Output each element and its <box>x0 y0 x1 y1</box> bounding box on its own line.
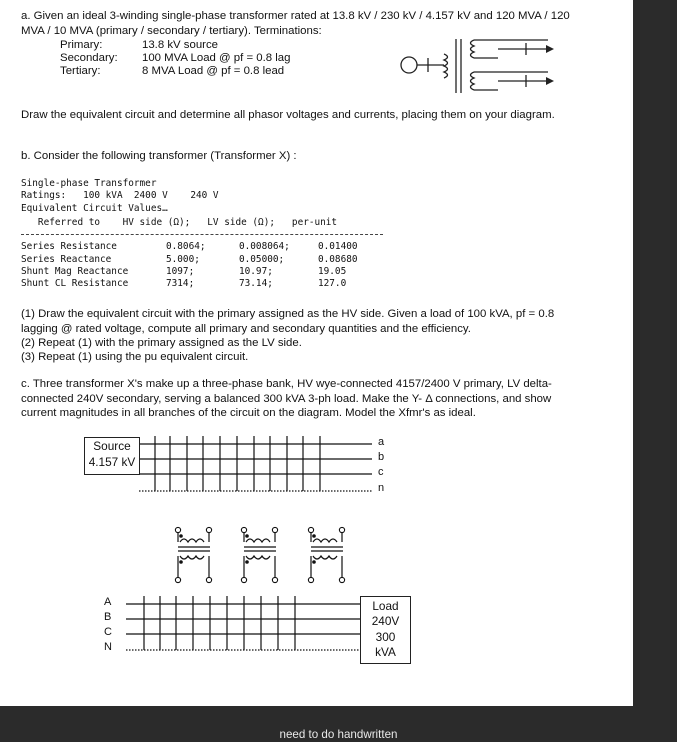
secondary-value: 100 MVA Load @ pf = 0.8 lag <box>142 52 291 64</box>
bus-label-N: N <box>104 641 112 653</box>
table-header: Referred to HV side (Ω); LV side (Ω); per-unit <box>21 217 338 228</box>
table-divider <box>21 234 383 235</box>
load-voltage: 240V <box>371 614 400 629</box>
bus-label-a: a <box>378 436 385 448</box>
task-3: (3) Repeat (1) using the pu equivalent circuit. <box>21 351 249 363</box>
bus-label-n: n <box>378 482 385 494</box>
part-c-text: c. Three transformer X's make up a three-phase bank, HV wye-connected 4157/2400 V primary, LV delta-connected 240V secondary, serving a balanced 300 kVA 3-ph load. Make the Y- Δ connections, and show current magnitudes in all branches of the circuit on the diagram. Model the Xfmr's as ideal. <box>21 378 552 420</box>
bus-label-c: c <box>378 466 384 478</box>
task-2: (2) Repeat (1) with the primary assigned as the LV side. <box>21 337 302 349</box>
source-box <box>84 437 140 475</box>
primary-label: Primary: <box>60 39 103 51</box>
bus-label-b: b <box>378 451 385 463</box>
bus-label-C: C <box>104 626 112 638</box>
part-a-text: a. Given an ideal 3-winding single-phase transformer rated at 13.8 kV / 230 kV / 4.157 kV and 120 MVA / 120 MVA / 10 MVA (primary / secondary / tertiary). Terminations: <box>21 10 570 37</box>
load-power-value: 300 <box>375 629 396 644</box>
problem-sheet: a. Given an ideal 3-winding single-phase transformer rated at 13.8 kV / 230 kV / 4.157 kV and 120 MVA / 120 MVA / 10 MVA (primary / secondary / tertiary). Terminations: Primary: 13.8 kV source Secondary: 100 MVA Load @ pf = 0.8 lag Tertiary: 8 MVA Load @ pf = 0.8 lead Draw the equivalent circuit and determine all phasor voltages and currents, placing them on your diagram. b. Consider the following transformer (Transformer X) : Single-phase Transformer Ratings: 100 kVA 2400 V 240 V Equivalent Circuit Values… Referred to HV side (Ω); LV side (Ω); per-unit Series Resistance 0.8064; 0.008064; 0.01400 Series Reactance 5.000; 0.05000; 0.08680 Shunt Mag Reactance 1097; 10.97; 19.05 Shunt CL Resistance 7314; 73.14; 127.0 (1) Draw the equivalent circuit with the primary assigned as the HV side. Given a load of 100 kVA, pf = 0.8 lagging @ rated voltage, compute all primary and secondary quantities and the efficiency. (2) Repeat (1) with the primary assigned as the LV side. (3) Repeat (1) using the pu equivalent circuit. c. Three transformer X's make up a three-phase bank, HV wye-connected 4157/2400 V primary, LV delta-connected 240V secondary, serving a balanced 300 kVA 3-ph load. Make the Y- Δ connections, and show current magnitudes in all branches of the circuit on the diagram. Model the Xfmr's as ideal. Source 4.157 kV a b c n A B C N Load 240V 300 kVA <box>0 0 633 706</box>
source-label: Source <box>93 439 131 453</box>
bus-label-A: A <box>104 596 112 608</box>
caption-text: need to do handwritten <box>279 728 398 741</box>
tertiary-label: Tertiary: <box>60 65 101 77</box>
secondary-label: Secondary: <box>60 52 118 64</box>
part-a-instruction: Draw the equivalent circuit and determine all phasor voltages and currents, placing them on your diagram. <box>21 109 555 121</box>
primary-value: 13.8 kV source <box>142 39 218 51</box>
transformer-title: Single-phase Transformer <box>21 178 157 189</box>
source-voltage: 4.157 kV <box>88 455 136 469</box>
equivalent-values-label: Equivalent Circuit Values… <box>21 203 168 214</box>
task-1: (1) Draw the equivalent circuit with the primary assigned as the HV side. Given a load of 100 kVA, pf = 0.8 lagging @ rated voltage, compute all primary and secondary quantities and the efficiency. <box>21 308 555 335</box>
load-box <box>360 596 411 664</box>
three-winding-transformer-symbol <box>398 34 558 98</box>
load-label: Load <box>372 599 399 613</box>
bus-label-B: B <box>104 611 112 623</box>
transformer-ratings: Ratings: 100 kVA 2400 V 240 V <box>21 190 219 201</box>
tertiary-value: 8 MVA Load @ pf = 0.8 lead <box>142 65 285 77</box>
part-b-intro: b. Consider the following transformer (Transformer X) : <box>21 150 297 162</box>
load-power-unit: kVA <box>375 645 396 660</box>
